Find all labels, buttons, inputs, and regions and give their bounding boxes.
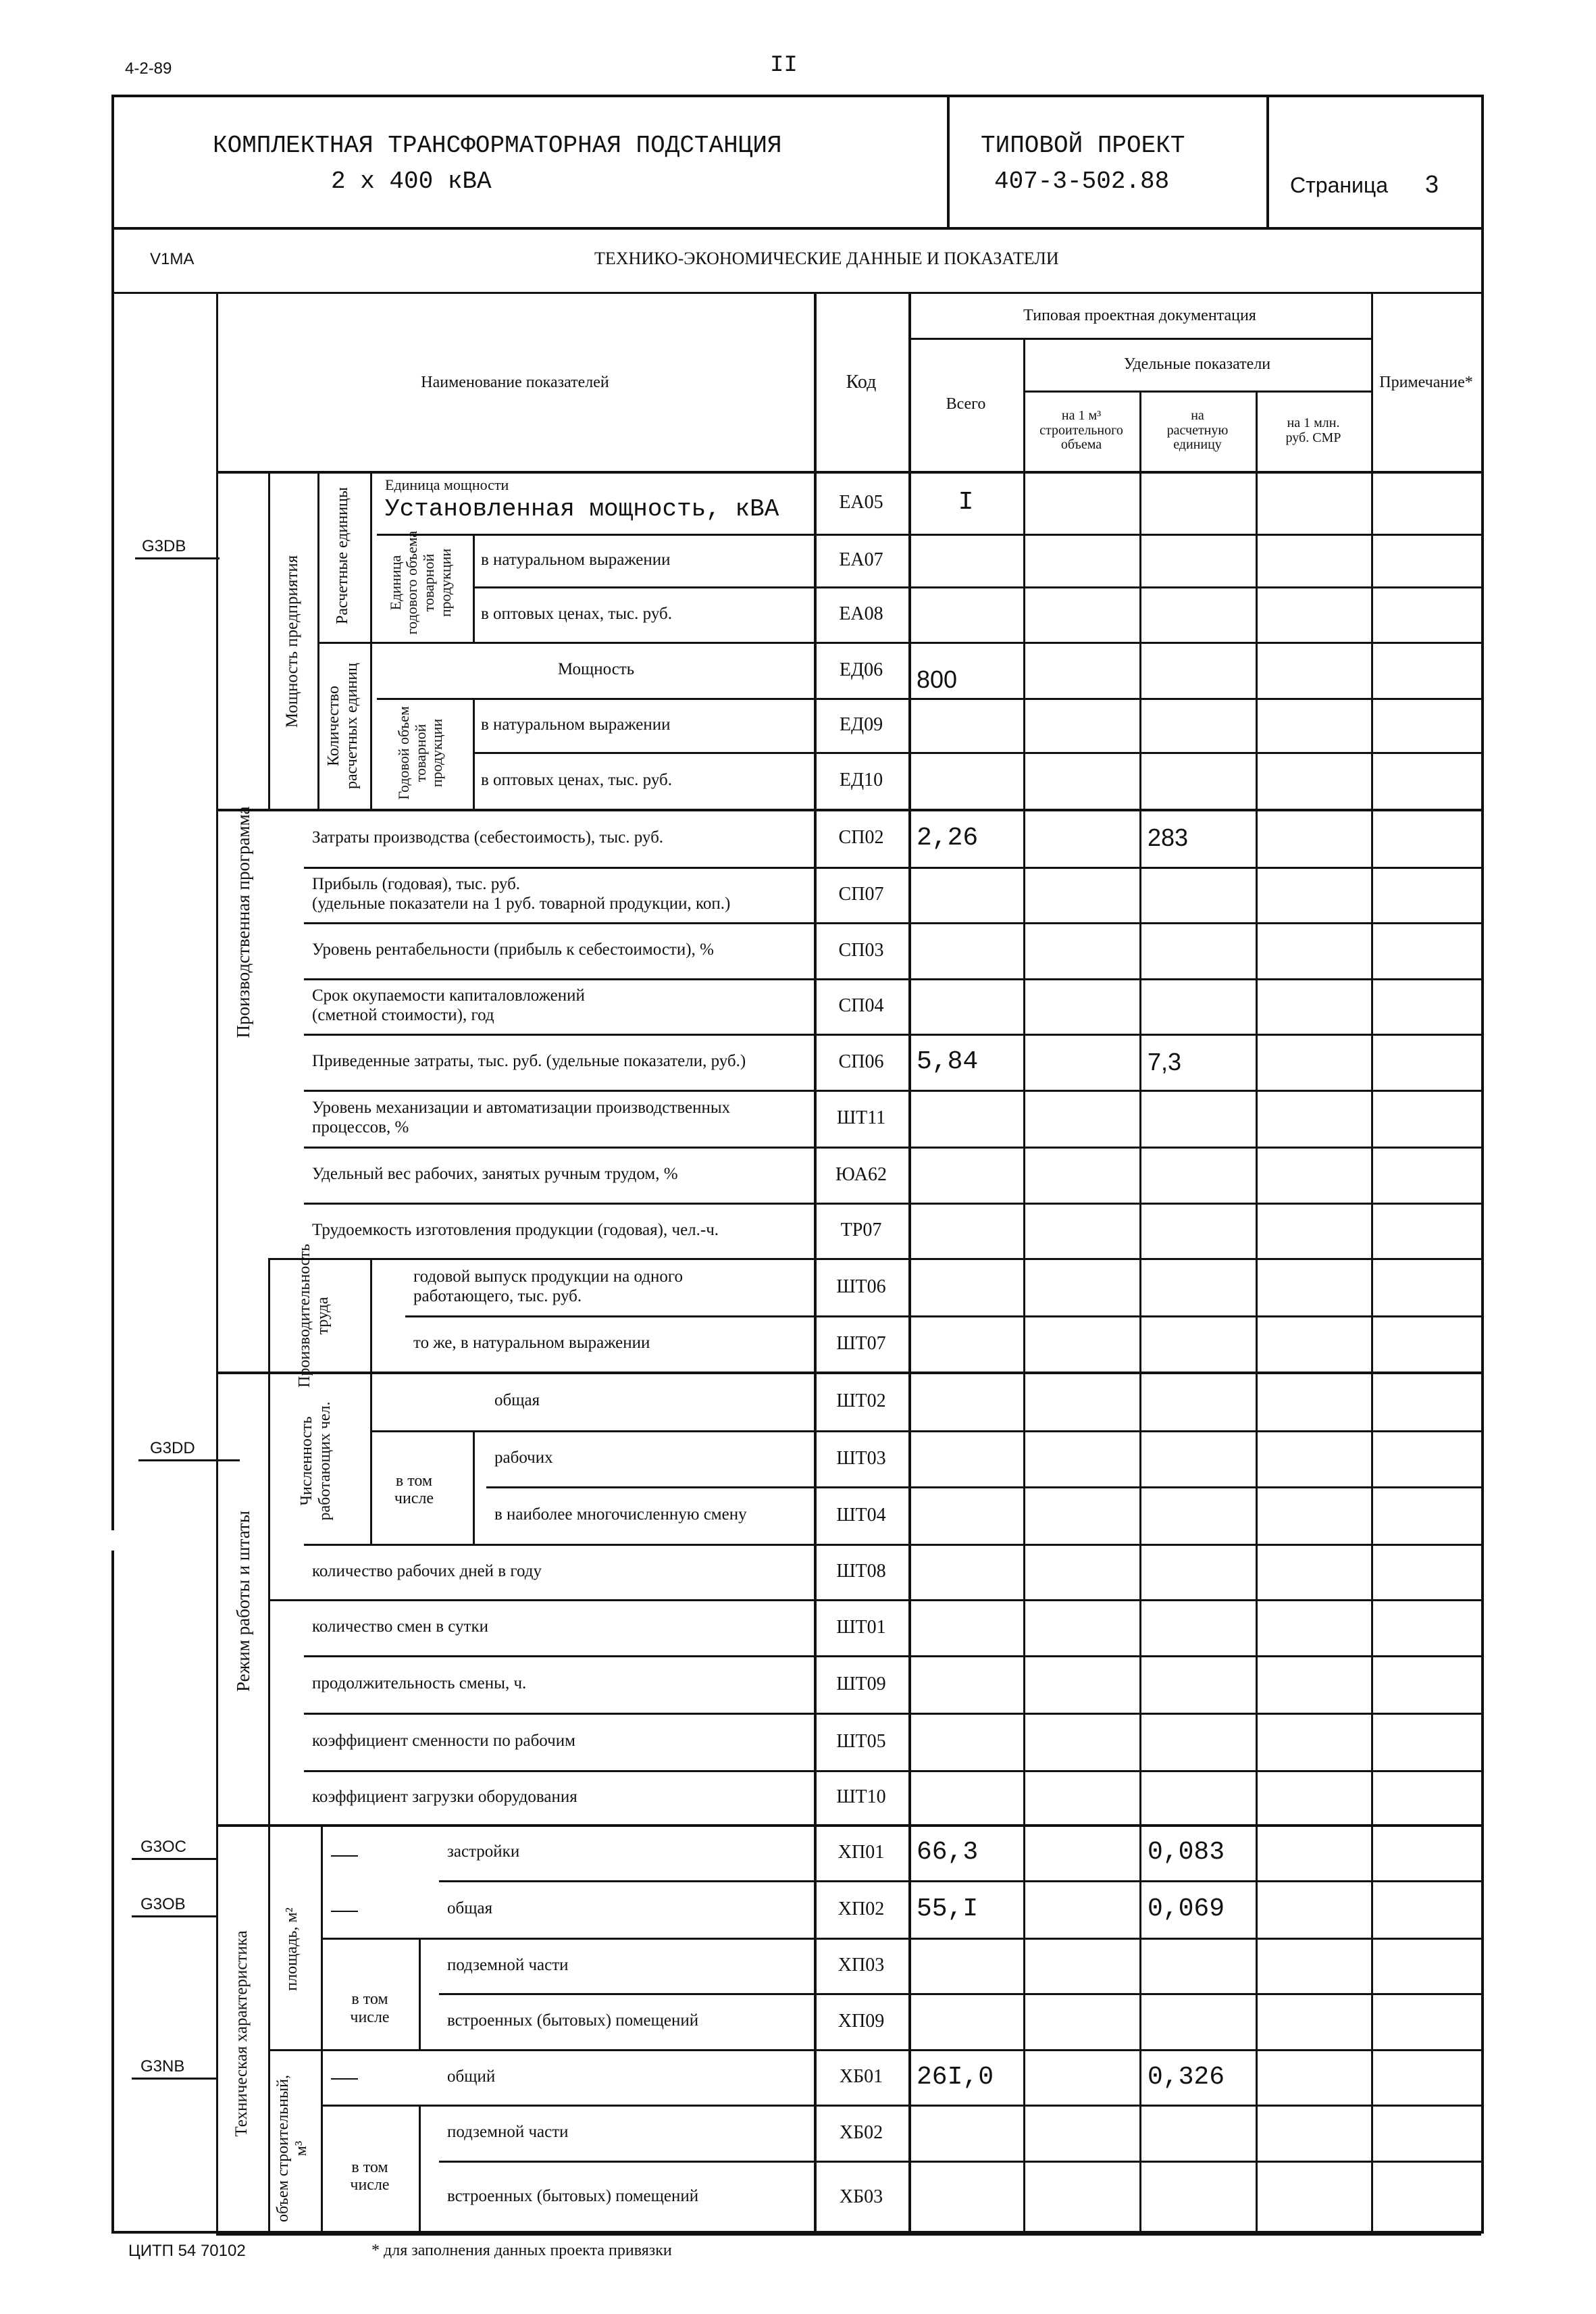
- table-row: [0, 642, 1596, 698]
- incl-volume-text: в том числе: [350, 2158, 390, 2194]
- row-value-per-mln: [1256, 752, 1371, 809]
- row-label: коэффициент загрузки оборудования: [312, 1787, 577, 1806]
- row-value-note: [1371, 698, 1481, 752]
- row-value-note: [1371, 1599, 1481, 1655]
- row-label: общая: [494, 1391, 540, 1410]
- row-value-per-unit: 0,069: [1148, 1894, 1225, 1923]
- row-value-per-m3: [1023, 1258, 1139, 1315]
- row-label: в оптовых ценах, тыс. руб.: [481, 770, 672, 789]
- title-divider-1: [947, 95, 950, 230]
- row-value-per-unit: [1139, 978, 1256, 1034]
- row-code: ЮА62: [835, 1163, 887, 1185]
- group-production-program: Производственная программа: [232, 806, 253, 1038]
- table-row: [0, 1824, 1596, 1880]
- row-value-note: [1371, 1430, 1481, 1486]
- row-code: ШТ06: [836, 1276, 886, 1297]
- table-row: [0, 1938, 1596, 1993]
- row-value-per-m3: [1023, 534, 1139, 586]
- row-value-per-mln: [1256, 1258, 1371, 1315]
- row-value-per-unit: 7,3: [1148, 1047, 1182, 1076]
- row-value-per-mln: [1256, 1034, 1371, 1090]
- row-value-per-mln: [1256, 642, 1371, 698]
- header-per-mln: на 1 млн. руб. СМР: [1285, 415, 1341, 445]
- table-row: [0, 1430, 1596, 1486]
- group-calc-units-count: Количество расчетных единиц: [324, 663, 361, 789]
- header-typical-docs: Типовая проектная документация: [1023, 307, 1256, 325]
- group-tech-char: Техническая характеристика: [232, 1930, 251, 2137]
- corner-code: 4-2-89: [125, 59, 172, 78]
- row-label: Прибыль (годовая), тыс. руб. (удельные показатели на 1 руб. товарной продукции, коп.): [312, 875, 731, 913]
- row-value-note: [1371, 1655, 1481, 1713]
- row-value-total: [908, 1203, 1023, 1258]
- footer-code: ЦИТП 54 70102: [128, 2242, 246, 2260]
- table-row: [0, 1203, 1596, 1258]
- table-row: [0, 1147, 1596, 1203]
- row-value-per-mln: [1256, 1599, 1371, 1655]
- document-title-line-1: КОМПЛЕКТНАЯ ТРАНСФОРМАТОРНАЯ ПОДСТАНЦИЯ: [213, 132, 782, 159]
- row-label: общий: [447, 2067, 496, 2086]
- marker-g3dd: G3DD: [150, 1439, 195, 1457]
- row-value-per-m3: [1023, 1486, 1139, 1544]
- row-label: Трудоемкость изготовления продукции (годовая), чел.-ч.: [312, 1220, 719, 1239]
- row-label: общая: [447, 1899, 493, 1918]
- row-label: Уровень механизации и автоматизации производственных процессов, %: [312, 1099, 731, 1136]
- row-code: ЕД09: [839, 714, 883, 735]
- row-value-total: [908, 978, 1023, 1034]
- row-value-per-m3: [1023, 1203, 1139, 1258]
- group-work-mode: Режим работы и штаты: [232, 1511, 253, 1692]
- row-value-per-m3: [1023, 978, 1139, 1034]
- row-value-per-mln: [1256, 1770, 1371, 1824]
- row-value-per-mln: [1256, 586, 1371, 642]
- row-code: ХБ02: [839, 2121, 883, 2143]
- header-per-unit: на расчетную единицу: [1166, 408, 1229, 453]
- table-row: [0, 1372, 1596, 1430]
- row-value-per-m3: [1023, 586, 1139, 642]
- row-value-per-unit: [1139, 1938, 1256, 1993]
- row-value-per-m3: [1023, 1034, 1139, 1090]
- row-value-note: [1371, 586, 1481, 642]
- page-number: 3: [1425, 170, 1439, 198]
- table-row: [0, 1258, 1596, 1315]
- row-code: ХБ01: [839, 2066, 883, 2087]
- row-label: в натуральном выражении: [481, 715, 671, 734]
- row-value-per-mln: [1256, 1430, 1371, 1486]
- row-value-per-unit: 0,326: [1148, 2062, 1225, 2092]
- page-label: Страница: [1290, 173, 1389, 197]
- row-value-note: [1371, 471, 1481, 534]
- marker-g3nb: G3NB: [140, 2057, 185, 2076]
- row-label: то же, в натуральном выражении: [413, 1334, 650, 1353]
- row-value-total: [908, 534, 1023, 586]
- row-label: Срок окупаемости капиталовложений (сметной стоимости), год: [312, 986, 585, 1024]
- row-label: количество рабочих дней в году: [312, 1561, 542, 1580]
- row-label: в натуральном выражении: [481, 550, 671, 569]
- row-value-note: [1371, 1544, 1481, 1599]
- header-note: Примечание*: [1379, 373, 1473, 391]
- row-value-per-unit: [1139, 642, 1256, 698]
- row-value-note: [1371, 1034, 1481, 1090]
- row-value-total: 26I,0: [917, 2062, 994, 2092]
- row-value-per-mln: [1256, 978, 1371, 1034]
- header-indicator-name: Наименование показателей: [421, 373, 609, 391]
- row-value-per-m3: [1023, 1315, 1139, 1372]
- row-code: ХП09: [838, 2010, 885, 2032]
- row-value-note: [1371, 1713, 1481, 1770]
- table-row: [0, 1486, 1596, 1544]
- project-label: ТИПОВОЙ ПРОЕКТ: [981, 132, 1185, 159]
- table-row: [0, 752, 1596, 809]
- row-value-per-m3: [1023, 752, 1139, 809]
- row-code: СП02: [838, 827, 884, 848]
- row-code: СП06: [838, 1051, 884, 1072]
- row-value-per-unit: [1139, 471, 1256, 534]
- row-value-per-unit: [1139, 1770, 1256, 1824]
- row-code: ШТ03: [836, 1447, 886, 1469]
- row-value-per-unit: [1139, 1599, 1256, 1655]
- row-value-total: 66,3: [917, 1838, 979, 1867]
- row-value-per-unit: [1139, 922, 1256, 978]
- table-row: [0, 586, 1596, 642]
- row-value-per-m3: [1023, 471, 1139, 534]
- row-value-per-m3: [1023, 2105, 1139, 2161]
- row-value-per-m3: [1023, 1713, 1139, 1770]
- table-row: [0, 1090, 1596, 1147]
- table-row: [0, 2158, 1596, 2233]
- row-value-per-m3: [1023, 1599, 1139, 1655]
- row-value-per-mln: [1256, 1938, 1371, 1993]
- row-value-total: [908, 1486, 1023, 1544]
- row-value-per-unit: [1139, 586, 1256, 642]
- table-row: [0, 1315, 1596, 1372]
- row-value-per-m3: [1023, 1090, 1139, 1147]
- row-value-per-m3: [1023, 1770, 1139, 1824]
- row-value-per-m3: [1023, 1880, 1139, 1938]
- row-value-note: [1371, 867, 1481, 922]
- row-value-per-m3: [1023, 809, 1139, 867]
- row-value-per-m3: [1023, 1938, 1139, 1993]
- row-code: ШТ11: [836, 1107, 886, 1128]
- row-code: ХП01: [838, 1841, 885, 1863]
- table-row: [0, 1034, 1596, 1090]
- row-value-total: [908, 1713, 1023, 1770]
- row-code: ХП03: [838, 1955, 885, 1976]
- table-row: [0, 1655, 1596, 1713]
- row-value-note: [1371, 1315, 1481, 1372]
- row-value-per-unit: [1139, 2161, 1256, 2233]
- row-value-per-unit: [1139, 1203, 1256, 1258]
- row-value-per-mln: [1256, 1544, 1371, 1599]
- row-value-per-unit: [1139, 1993, 1256, 2049]
- section-code: V1MA: [150, 250, 195, 268]
- row-value-per-mln: [1256, 1372, 1371, 1430]
- row-value-per-m3: [1023, 642, 1139, 698]
- group-enterprise-capacity: Мощность предприятия: [282, 555, 301, 728]
- group-rule-3: [216, 2233, 1481, 2236]
- row-value-per-unit: [1139, 698, 1256, 752]
- table-row: [0, 1544, 1596, 1599]
- row-value-per-mln: [1256, 1655, 1371, 1713]
- row-label: продолжительность смены, ч.: [312, 1674, 527, 1693]
- row-label: Затраты производства (себестоимость), тыс. руб.: [312, 828, 664, 847]
- table-row: [0, 534, 1596, 586]
- row-label: в наиболее многочисленную смену: [494, 1505, 747, 1524]
- row-value-per-mln: [1256, 2049, 1371, 2105]
- marker-g3ob: G3OB: [140, 1895, 186, 1913]
- header-per-m3: на 1 м³ строительного объема: [1039, 408, 1123, 453]
- row-code: ЕА05: [839, 491, 883, 513]
- row-value-per-m3: [1023, 1372, 1139, 1430]
- row-label: Уровень рентабельности (прибыль к себестоимости), %: [312, 940, 714, 959]
- row-value-per-mln: [1256, 2161, 1371, 2233]
- row-value-note: [1371, 1770, 1481, 1824]
- row-code: ШТ09: [836, 1673, 886, 1694]
- sheet-number: II: [770, 53, 798, 78]
- table-row: [0, 1880, 1596, 1938]
- row-label: в оптовых ценах, тыс. руб.: [481, 604, 672, 623]
- group-annual-volume-unit: Единица годового объема товарной продукции: [386, 530, 454, 635]
- row-value-per-unit: [1139, 1486, 1256, 1544]
- group-labor-productivity: Производительность труда: [296, 1244, 332, 1388]
- header-specific: Удельные показатели: [1123, 355, 1271, 373]
- row-value-note: [1371, 2049, 1481, 2105]
- row-label: застройки: [447, 1842, 520, 1861]
- table-row: [0, 1770, 1596, 1824]
- row-value-note: [1371, 809, 1481, 867]
- row-value-note: [1371, 752, 1481, 809]
- row-value-note: [1371, 1090, 1481, 1147]
- table-row: [0, 809, 1596, 867]
- marker-g3oc: G3OC: [140, 1838, 187, 1856]
- footnote: * для заполнения данных проекта привязки: [371, 2242, 672, 2259]
- row-value-note: [1371, 642, 1481, 698]
- row-value-total: [908, 1655, 1023, 1713]
- row-code: ЕА07: [839, 549, 883, 570]
- row-value-note: [1371, 1203, 1481, 1258]
- row-value-total: [908, 1599, 1023, 1655]
- row-label: годовой выпуск продукции на одного работающего, тыс. руб.: [413, 1267, 684, 1305]
- row-value-note: [1371, 1372, 1481, 1430]
- row-value-total: I: [958, 488, 974, 517]
- row-value-total: 2,26: [917, 823, 979, 853]
- row-code: ХП02: [838, 1898, 885, 1919]
- row-value-per-unit: [1139, 1713, 1256, 1770]
- row-value-total: [908, 752, 1023, 809]
- row-value-total: [908, 1770, 1023, 1824]
- header-total: Всего: [946, 395, 986, 413]
- row-label: подземной части: [447, 1955, 569, 1974]
- document-title-line-2: 2 х 400 кВА: [331, 168, 492, 195]
- row-value-note: [1371, 2105, 1481, 2161]
- row-value-per-unit: [1139, 1430, 1256, 1486]
- row-value-total: [908, 698, 1023, 752]
- row-value-note: [1371, 2161, 1481, 2233]
- row-value-note: [1371, 1993, 1481, 2049]
- row-value-per-unit: [1139, 867, 1256, 922]
- row-value-per-m3: [1023, 2161, 1139, 2233]
- table-row: [0, 1599, 1596, 1655]
- row-value-per-unit: 0,083: [1148, 1838, 1225, 1867]
- row-value-per-unit: [1139, 1315, 1256, 1372]
- table-row: [0, 978, 1596, 1034]
- row-label: Приведенные затраты, тыс. руб. (удельные показатели, руб.): [312, 1052, 746, 1071]
- row-value-per-mln: [1256, 2105, 1371, 2161]
- row-value-per-m3: [1023, 1544, 1139, 1599]
- row-value-per-unit: [1139, 1258, 1256, 1315]
- row-value-total: [908, 2105, 1023, 2161]
- row-value-note: [1371, 1824, 1481, 1880]
- row-value-per-unit: [1139, 534, 1256, 586]
- row-value-total: [908, 1938, 1023, 1993]
- row-value-per-unit: [1139, 1372, 1256, 1430]
- row-value-per-unit: [1139, 1147, 1256, 1203]
- group-annual-volume: Годовой объем товарной продукции: [395, 706, 446, 800]
- row-label: коэффициент сменности по рабочим: [312, 1732, 575, 1751]
- row-label: количество смен в сутки: [312, 1617, 489, 1636]
- marker-g3db: G3DB: [142, 537, 186, 555]
- row-code: ЕД10: [839, 770, 883, 790]
- row-value-per-m3: [1023, 2049, 1139, 2105]
- row-code: ЕА08: [839, 603, 883, 624]
- row-value-total: [908, 1147, 1023, 1203]
- table-row: [0, 2105, 1596, 2161]
- row-value-per-m3: [1023, 698, 1139, 752]
- table-row: [0, 471, 1596, 534]
- row-value-total: [908, 1993, 1023, 2049]
- table-row: [0, 1713, 1596, 1770]
- row-code: СП03: [838, 939, 884, 961]
- row-value-per-unit: [1139, 1544, 1256, 1599]
- row-value-total: [908, 922, 1023, 978]
- row-code: СП04: [838, 995, 884, 1016]
- row-value-total: [908, 867, 1023, 922]
- row-code: ШТ02: [836, 1390, 886, 1411]
- row-code: ШТ08: [836, 1561, 886, 1582]
- table-row: [0, 867, 1596, 922]
- row-value-note: [1371, 1880, 1481, 1938]
- row-code: ХБ03: [839, 2186, 883, 2207]
- row-value-total: [908, 586, 1023, 642]
- row-value-note: [1371, 922, 1481, 978]
- row-value-note: [1371, 1147, 1481, 1203]
- table-row: [0, 922, 1596, 978]
- row-code: ШТ01: [836, 1616, 886, 1638]
- row-label: Мощность: [557, 660, 635, 679]
- row-label: встроенных (бытовых) помещений: [447, 2011, 699, 2030]
- title-block: [111, 95, 1484, 230]
- row-value-per-mln: [1256, 809, 1371, 867]
- row-value-per-m3: [1023, 922, 1139, 978]
- row-value-total: [908, 2161, 1023, 2233]
- row-label-caption: Единица мощности: [385, 476, 509, 493]
- row-value-per-mln: [1256, 1147, 1371, 1203]
- table-row: [0, 2049, 1596, 2105]
- group-calc-units: Расчетные единицы: [334, 486, 352, 625]
- row-value-note: [1371, 978, 1481, 1034]
- header-code: Код: [846, 371, 877, 393]
- row-label: встроенных (бытовых) помещений: [447, 2187, 699, 2206]
- row-value-note: [1371, 534, 1481, 586]
- row-code: ТР07: [840, 1219, 882, 1240]
- row-value-per-mln: [1256, 534, 1371, 586]
- row-value-per-mln: [1256, 1315, 1371, 1372]
- row-value-per-mln: [1256, 698, 1371, 752]
- row-value-total: 800: [917, 665, 958, 693]
- row-value-per-unit: [1139, 1655, 1256, 1713]
- row-code: ШТ10: [836, 1786, 886, 1807]
- row-value-per-unit: [1139, 752, 1256, 809]
- row-value-per-unit: 283: [1148, 824, 1189, 851]
- row-value-per-mln: [1256, 1713, 1371, 1770]
- row-code: ШТ07: [836, 1332, 886, 1354]
- row-value-per-m3: [1023, 1993, 1139, 2049]
- row-value-per-mln: [1256, 1090, 1371, 1147]
- title-divider-2: [1266, 95, 1269, 230]
- row-label: рабочих: [494, 1449, 553, 1467]
- row-value-per-unit: [1139, 1090, 1256, 1147]
- row-value-total: 5,84: [917, 1047, 979, 1076]
- table-row: [0, 1993, 1596, 2049]
- row-value-per-unit: [1139, 2105, 1256, 2161]
- row-value-per-mln: [1256, 1203, 1371, 1258]
- row-value-per-mln: [1256, 922, 1371, 978]
- row-value-per-m3: [1023, 1655, 1139, 1713]
- row-value-total: [908, 1090, 1023, 1147]
- row-value-total: 55,I: [917, 1894, 979, 1923]
- table-row: [0, 698, 1596, 752]
- row-value-note: [1371, 1486, 1481, 1544]
- group-area: площадь, м²: [283, 1907, 301, 1991]
- section-title: ТЕХНИКО-ЭКОНОМИЧЕСКИЕ ДАННЫЕ И ПОКАЗАТЕЛИ: [594, 249, 1059, 268]
- row-label: подземной части: [447, 2123, 569, 2142]
- row-code: ШТ05: [836, 1730, 886, 1752]
- row-value-per-mln: [1256, 1880, 1371, 1938]
- row-code: СП07: [838, 884, 884, 905]
- row-value-total: [908, 1315, 1023, 1372]
- row-value-per-mln: [1256, 867, 1371, 922]
- row-value-note: [1371, 1938, 1481, 1993]
- row-value-per-m3: [1023, 1147, 1139, 1203]
- row-value-total: [908, 1544, 1023, 1599]
- row-value-per-mln: [1256, 1993, 1371, 2049]
- group-build-volume: объем строительный, м³: [274, 2075, 310, 2223]
- group-headcount: Численность работающих чел.: [297, 1401, 334, 1521]
- row-value-total: [908, 1372, 1023, 1430]
- incl-area-text: в том числе: [350, 1990, 390, 2026]
- row-label: Удельный вес рабочих, занятых ручным трудом, %: [312, 1165, 678, 1184]
- row-code: ШТ04: [836, 1504, 886, 1526]
- row-value-note: [1371, 1258, 1481, 1315]
- row-value-per-m3: [1023, 867, 1139, 922]
- row-value-per-mln: [1256, 1486, 1371, 1544]
- row-value-per-mln: [1256, 1824, 1371, 1880]
- row-value-total: [908, 1430, 1023, 1486]
- row-value-per-m3: [1023, 1430, 1139, 1486]
- row-value-per-m3: [1023, 1824, 1139, 1880]
- incl-headcount-text: в том числе: [394, 1472, 434, 1507]
- project-number: 407-3-502.88: [994, 168, 1170, 195]
- row-label: Установленная мощность, кВА: [385, 495, 779, 523]
- row-value-per-mln: [1256, 471, 1371, 534]
- row-value-total: [908, 1258, 1023, 1315]
- row-code: ЕД06: [839, 659, 883, 680]
